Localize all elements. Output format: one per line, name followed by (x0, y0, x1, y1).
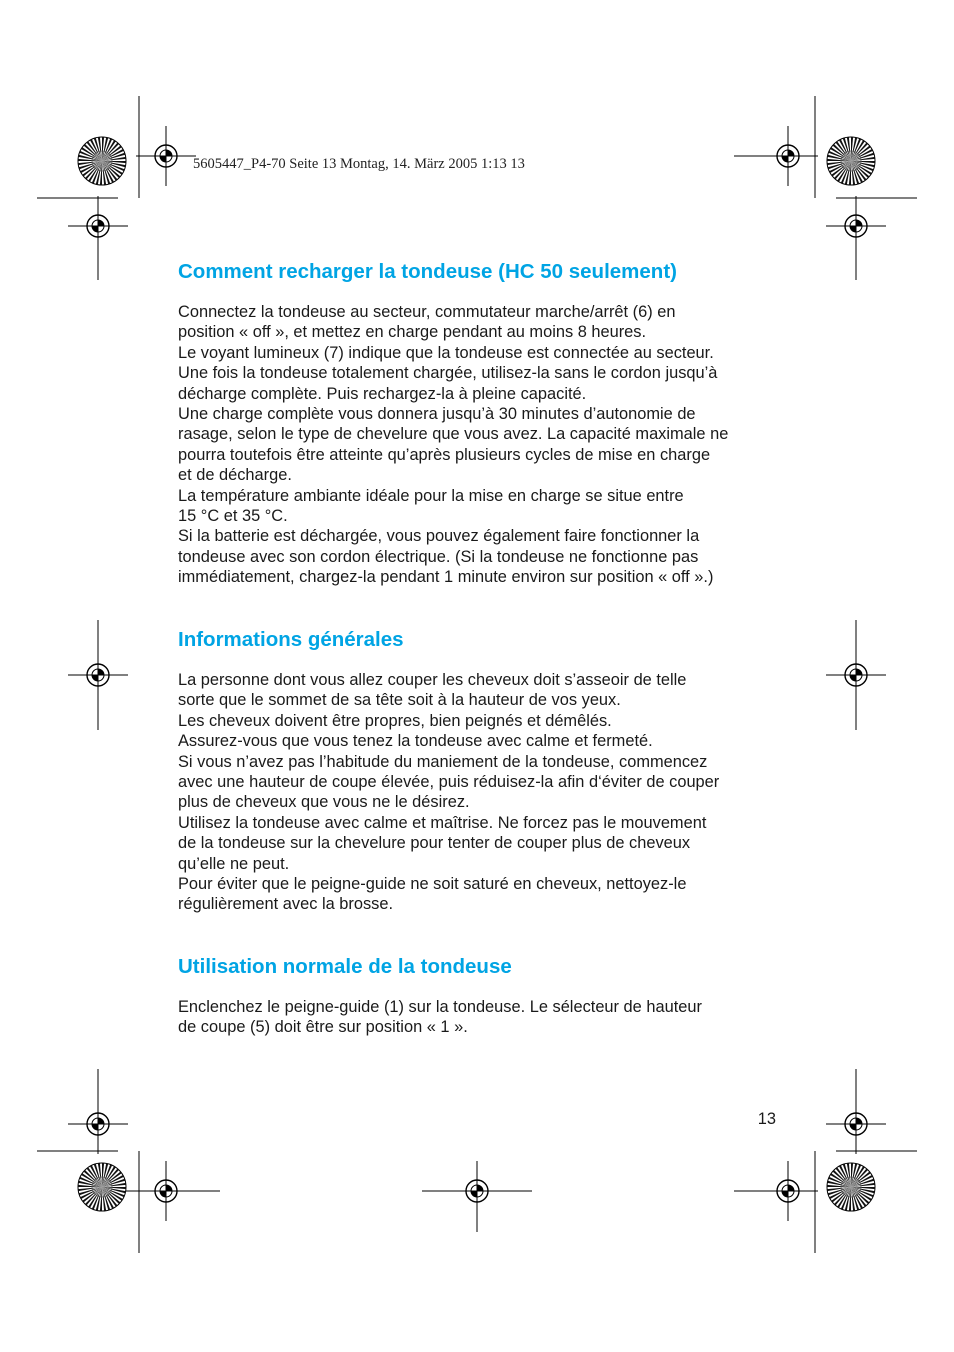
text-line: Une fois la tondeuse totalement chargée, utilisez-la sans le cordon jusqu’à (178, 364, 718, 383)
section-title-general-info: Informations générales (178, 628, 404, 651)
text-line: plus de cheveux que vous ne le désirez. (178, 793, 470, 812)
text-line: et de décharge. (178, 466, 292, 485)
text-line: Connectez la tondeuse au secteur, commutateur marche/arrêt (6) en (178, 303, 676, 321)
text-line: Pour éviter que le peigne-guide ne soit saturé en cheveux, nettoyez-le (178, 875, 687, 894)
text-line: position « off », et mettez en charge pendant au moins 8 heures. (178, 323, 647, 342)
text-line: de coupe (5) doit être sur position « 1 ». (178, 1018, 468, 1037)
text-line: qu’elle ne peut. (178, 854, 290, 873)
text-line: Assurez-vous que vous tenez la tondeuse avec calme et fermeté. (178, 732, 653, 751)
text-line: La personne dont vous allez couper les cheveux doit s’asseoir de telle (178, 671, 687, 689)
text-line: La température ambiante idéale pour la mise en charge se situe entre (178, 486, 684, 505)
section-body-recharge (178, 302, 728, 588)
text-line: Utilisez la tondeuse avec calme et maîtrise. Ne forcez pas le mouvement (178, 813, 707, 832)
section-title-normal-use: Utilisation normale de la tondeuse (178, 955, 512, 978)
text-line: sorte que le sommet de sa tête soit à la hauteur de vos yeux. (178, 691, 621, 710)
text-line: décharge complète. Puis rechargez-la à pleine capacité. (178, 384, 587, 403)
text-line: tondeuse avec son cordon électrique. (Si la tondeuse ne fonctionne pas (178, 547, 699, 566)
text-line: 15 °C et 35 °C. (178, 507, 288, 526)
text-line: avec une hauteur de coupe élevée, puis réduisez-la afin d‘éviter de couper (178, 773, 720, 792)
text-line: de la tondeuse sur la chevelure pour tenter de couper plus de cheveux (178, 834, 691, 853)
text-line: Une charge complète vous donnera jusqu’à 30 minutes d’autonomie de (178, 405, 696, 424)
text-line: immédiatement, chargez-la pendant 1 minute environ sur position « off ».) (178, 568, 714, 587)
section-body-general-info (178, 670, 719, 915)
page-number: 13 (757, 1110, 776, 1128)
print-info: 5605447_P4-70 Seite 13 Montag, 14. März 2005 1:13 13 (193, 156, 525, 172)
text-line: Enclenchez le peigne-guide (1) sur la tondeuse. Le sélecteur de hauteur (178, 998, 702, 1016)
text-line: pourra toutefois être atteinte qu’après plusieurs cycles de mise en charge (178, 445, 711, 464)
color-wheel-icon (827, 137, 875, 185)
section-body-normal-use (178, 997, 702, 1038)
text-line: Les cheveux doivent être propres, bien peignés et démêlés. (178, 711, 612, 730)
color-wheel-icon (78, 137, 126, 185)
text-line: régulièrement avec la brosse. (178, 895, 394, 914)
text-line: Si vous n’avez pas l’habitude du maniement de la tondeuse, commencez (178, 752, 708, 771)
text-line: Le voyant lumineux (7) indique que la tondeuse est connectée au secteur. (178, 343, 714, 362)
registration-mark-icon (136, 126, 196, 186)
section-title-recharge: Comment recharger la tondeuse (HC 50 seulement) (178, 260, 677, 283)
color-wheel-icon (78, 1163, 126, 1211)
text-line: Si la batterie est déchargée, vous pouvez également faire fonctionner la (178, 527, 700, 546)
color-wheel-icon (827, 1163, 875, 1211)
text-line: rasage, selon le type de chevelure que vous avez. La capacité maximale ne (178, 425, 729, 444)
